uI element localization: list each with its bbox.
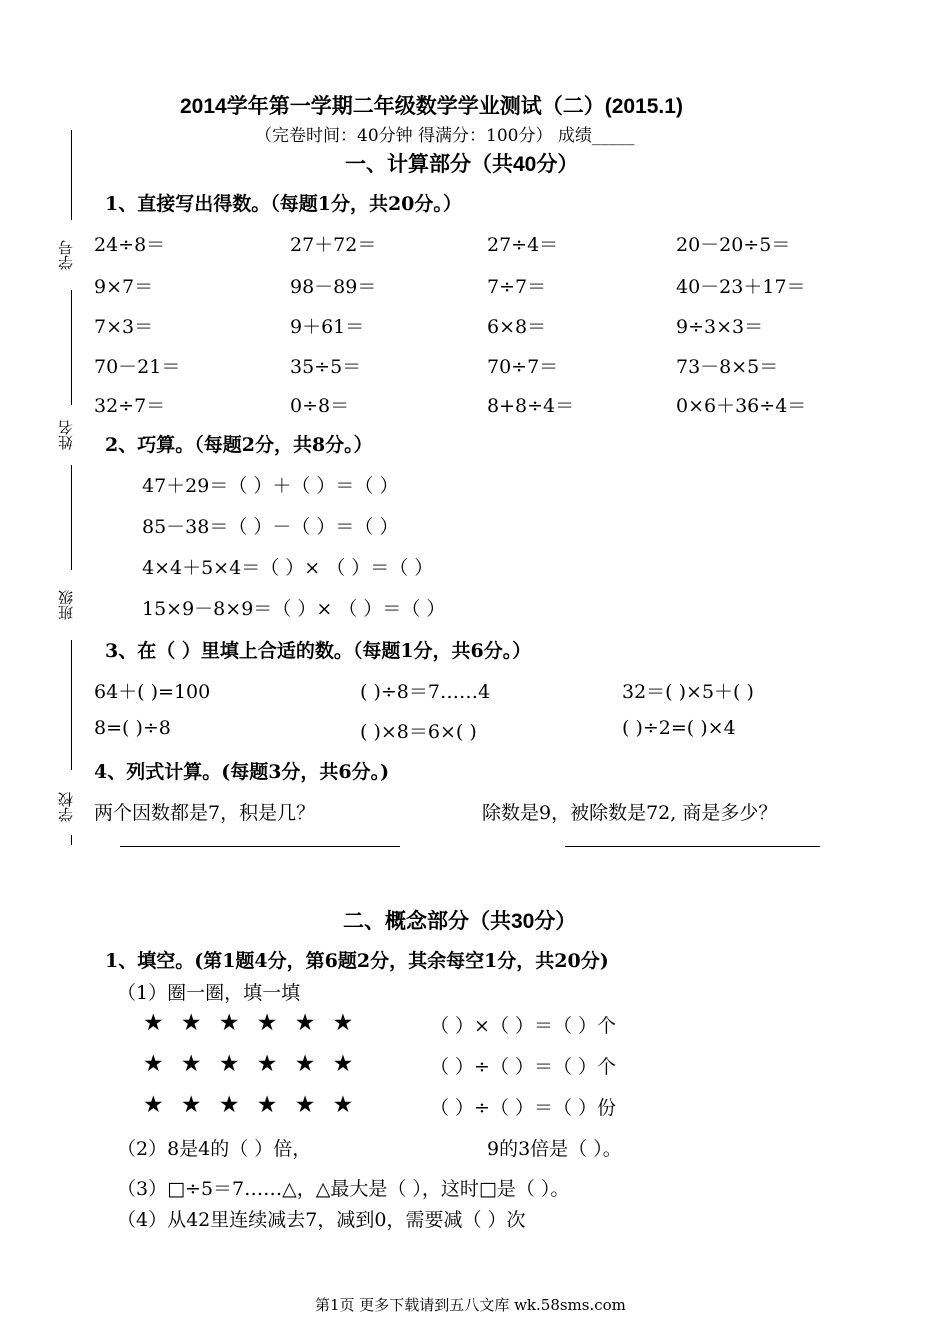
q1-item: 70÷7＝ <box>487 356 559 378</box>
q3-item: 64＋( )=100 <box>94 681 211 703</box>
q3-item: 32＝( )×5＋( ) <box>622 681 754 703</box>
q4-title: 4、列式计算。(每题3分，共6分。) <box>94 761 390 783</box>
q2-item: 4×4＋5×4＝（ ）× （ ）＝（ ） <box>142 557 434 579</box>
answer-line <box>120 846 400 847</box>
side-label-class: 班级 <box>57 590 75 620</box>
q1-item: 7×3＝ <box>94 316 154 338</box>
q1-item: 32÷7＝ <box>94 395 166 417</box>
q1-item: 27＋72＝ <box>290 234 377 256</box>
q1-item: 7÷7＝ <box>487 276 547 298</box>
q1-item: 40－23＋17＝ <box>676 276 806 298</box>
q1-item: 8+8÷4＝ <box>487 395 575 417</box>
p2-q1-title: 1、填空。(第1题4分，第6题2分，其余每空1分，共20分) <box>105 950 609 972</box>
q1-item: 24÷8＝ <box>94 234 166 256</box>
q1-item: 0×6＋36÷4＝ <box>676 395 807 417</box>
q4-item: 除数是9，被除数是72, 商是多少？ <box>482 802 778 824</box>
q1-item: 0÷8＝ <box>290 395 350 417</box>
side-label-school: 学校 <box>57 792 75 822</box>
q1-item: 9÷3×3＝ <box>676 316 764 338</box>
q1-item: 35÷5＝ <box>290 356 362 378</box>
side-label-name: 姓名 <box>57 420 75 450</box>
p2-sub4: （4）从42里连续减去7，减到0，需要减（ ）次 <box>117 1209 526 1231</box>
p2-sub2-left: （2）8是4的（ ）倍， <box>117 1138 312 1160</box>
answer-line <box>565 846 820 847</box>
margin-line-2 <box>71 290 72 405</box>
page-footer: 第1页 更多下载请到五八文库 wk.58sms.com <box>315 1296 626 1314</box>
star-row: ★ ★ ★ ★ ★ ★ <box>143 1092 359 1118</box>
star-row: ★ ★ ★ ★ ★ ★ <box>143 1010 359 1036</box>
q1-title: 1、直接写出得数。（每题1分，共20分。） <box>105 193 462 215</box>
q3-title: 3、在（ ）里填上合适的数。（每题1分，共6分。） <box>105 640 532 662</box>
p2-sub3: （3）□÷5＝7……△，△最大是（ ），这时□是（ ）。 <box>117 1178 570 1200</box>
star-row: ★ ★ ★ ★ ★ ★ <box>143 1051 359 1077</box>
q4-item: 两个因数都是7，积是几？ <box>94 802 316 824</box>
margin-line-1 <box>71 130 72 220</box>
star-equation: （ ）×（ ）＝（ ）个 <box>430 1015 617 1037</box>
q1-item: 70－21＝ <box>94 356 181 378</box>
q1-item: 27÷4＝ <box>487 234 559 256</box>
side-label-student-number: 学号 <box>57 240 75 270</box>
part1-heading: 一、计算部分（共40分） <box>345 153 579 176</box>
star-equation: （ ）÷（ ）＝（ ）个 <box>430 1056 617 1078</box>
q2-item: 15×9－8×9＝（ ）× （ ）＝（ ） <box>142 598 446 620</box>
q1-item: 6×8＝ <box>487 316 547 338</box>
exam-title: 2014学年第一学期二年级数学学业测试（二）(2015.1) <box>180 95 683 118</box>
q2-item: 47＋29＝（ ）＋（ ）＝（ ） <box>142 475 399 497</box>
margin-line-5 <box>71 835 72 845</box>
q2-item: 85－38＝（ ）－（ ）＝（ ） <box>142 516 399 538</box>
margin-line-3 <box>71 465 72 570</box>
star-equation: （ ）÷（ ）＝（ ）份 <box>430 1097 617 1119</box>
q3-item: ( )×8＝6×( ) <box>360 721 477 743</box>
q1-item: 9＋61＝ <box>290 316 365 338</box>
exam-subtitle: （完卷时间：40分钟 得满分：100分） 成绩_____ <box>255 126 635 146</box>
q1-item: 98－89＝ <box>290 276 377 298</box>
p2-sub1-label: （1）圈一圈，填一填 <box>117 982 301 1004</box>
q1-item: 9×7＝ <box>94 276 154 298</box>
q1-item: 20－20÷5＝ <box>676 234 791 256</box>
q1-item: 73－8×5＝ <box>676 356 779 378</box>
part2-heading: 二、概念部分（共30分） <box>343 910 577 933</box>
margin-line-4 <box>71 640 72 770</box>
q3-item: ( )÷2=( )×4 <box>622 717 736 739</box>
q3-item: ( )÷8＝7……4 <box>360 681 491 703</box>
q2-title: 2、巧算。（每题2分，共8分。） <box>105 434 373 456</box>
p2-sub2-right: 9的3倍是（ ）。 <box>487 1138 622 1160</box>
q3-item: 8=( )÷8 <box>94 717 171 739</box>
